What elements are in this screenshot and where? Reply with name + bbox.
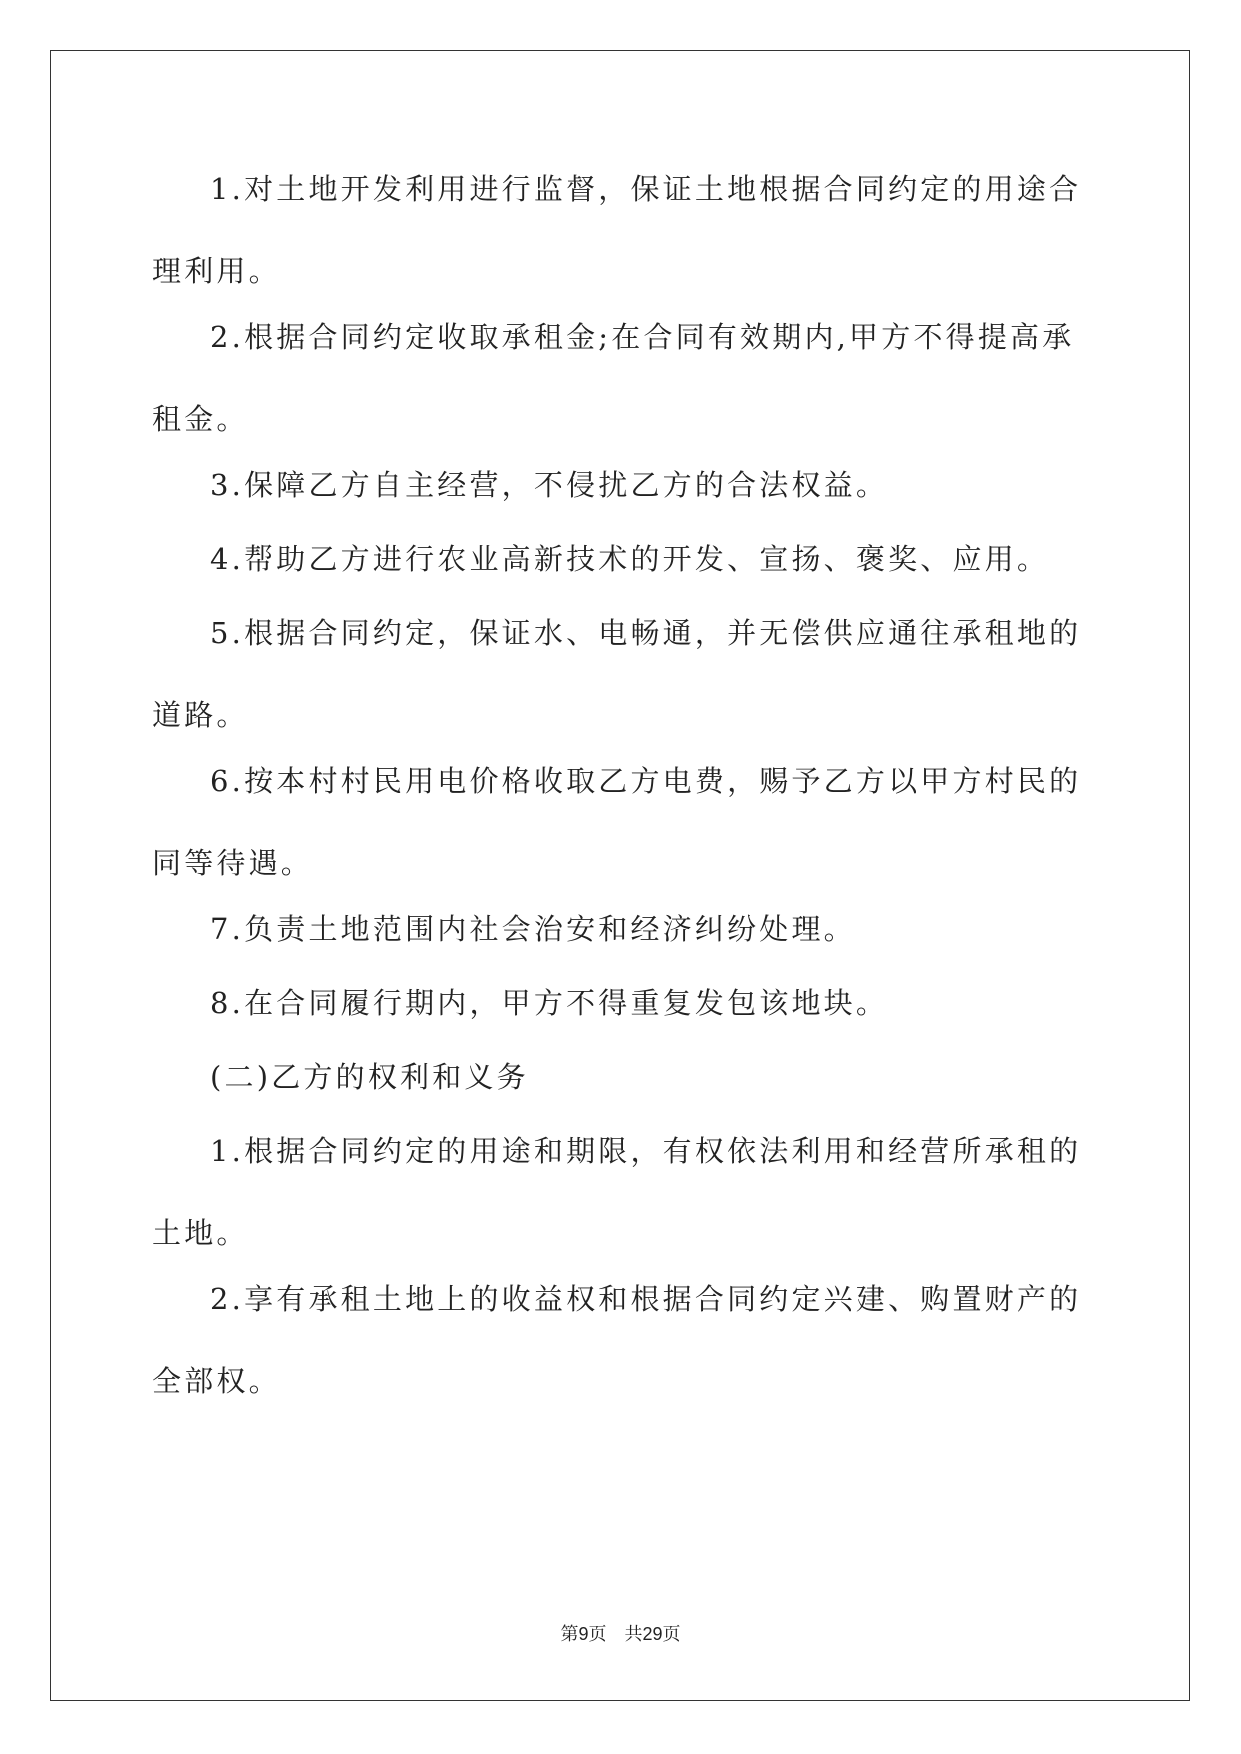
paragraph-3: 3.保障乙方自主经营，不侵扰乙方的合法权益。	[210, 468, 889, 502]
paragraph-8: 8.在合同履行期内，甲方不得重复发包该地块。	[210, 986, 889, 1020]
page-prefix: 第	[560, 1624, 579, 1644]
section-heading-party-b: (二)乙方的权利和义务	[210, 1060, 529, 1094]
paragraph-7: 7.负责土地范围内社会治安和经济纠纷处理。	[210, 912, 856, 946]
paragraph-1: 1.对土地开发利用进行监督，保证土地根据合同约定的用途合理利用。	[152, 172, 1082, 288]
paragraph-2: 2.根据合同约定收取承租金;在合同有效期内,甲方不得提高承租金。	[152, 320, 1075, 436]
page-footer	[0, 1620, 1241, 1646]
total-pages: 29	[642, 1624, 663, 1644]
paragraph-4: 4.帮助乙方进行农业高新技术的开发、宣扬、褒奖、应用。	[210, 542, 1050, 576]
paragraph-5: 5.根据合同约定，保证水、电畅通，并无偿供应通往承租地的道路。	[152, 616, 1082, 732]
total-prefix: 共	[624, 1624, 643, 1644]
paragraph-10: 2.享有承租土地上的收益权和根据合同约定兴建、购置财产的全部权。	[152, 1282, 1082, 1398]
total-suffix: 页	[662, 1624, 681, 1644]
page-suffix: 页	[588, 1624, 607, 1644]
paragraph-6: 6.按本村村民用电价格收取乙方电费，赐予乙方以甲方村民的同等待遇。	[152, 764, 1082, 880]
page-number: 9	[578, 1624, 589, 1644]
paragraph-9: 1.根据合同约定的用途和期限，有权依法利用和经营所承租的土地。	[152, 1134, 1082, 1250]
